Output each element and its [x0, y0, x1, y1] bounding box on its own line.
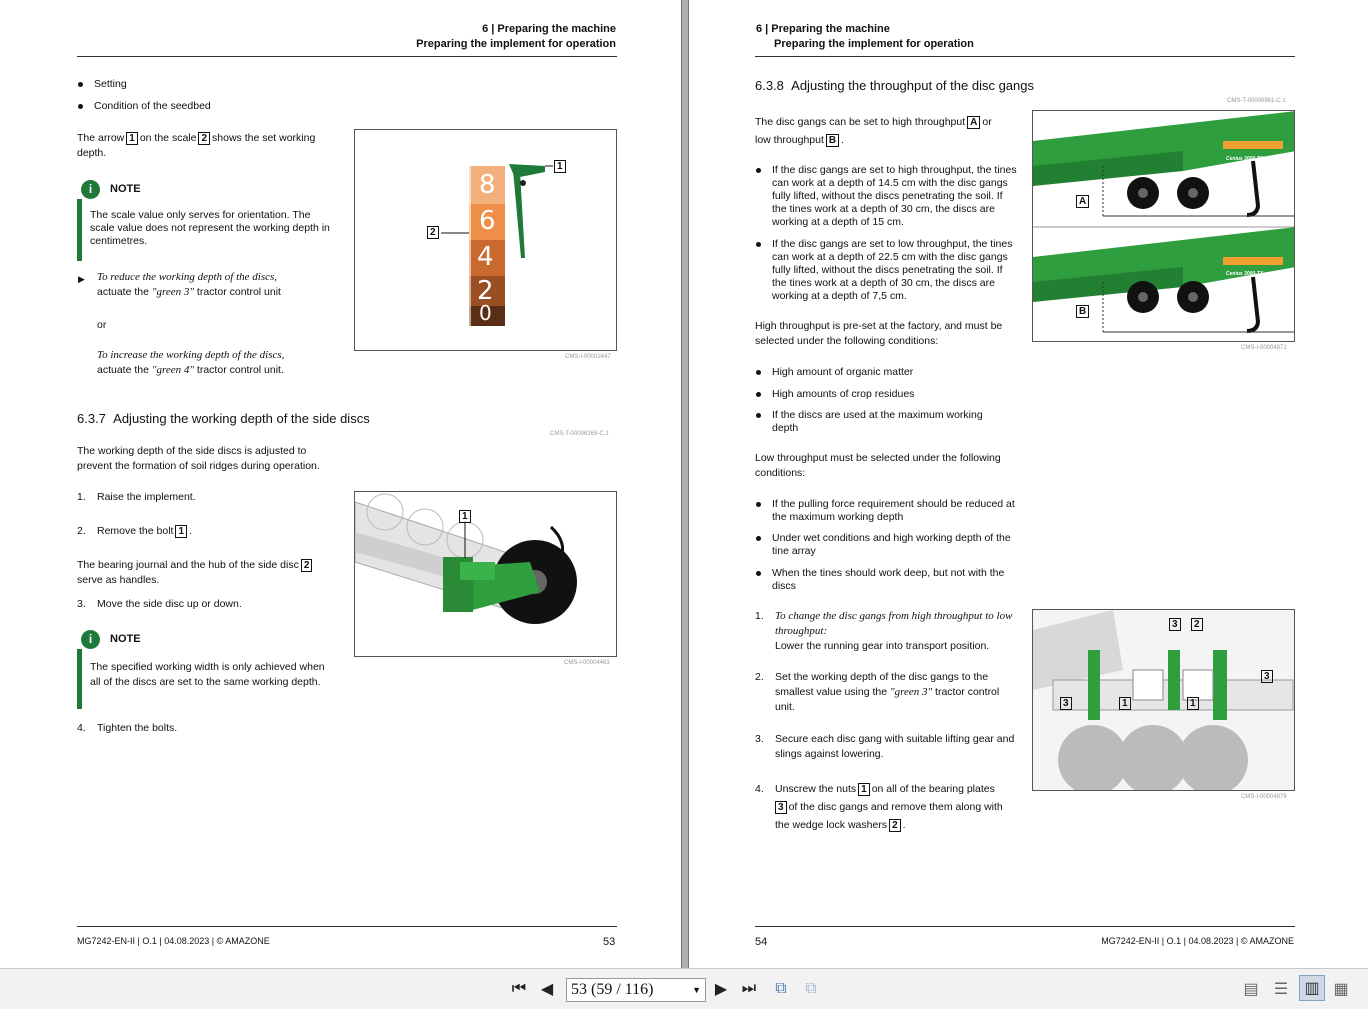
step-number: 3.: [755, 733, 764, 745]
step-item: [755, 670, 1019, 715]
step-text: .: [902, 819, 906, 831]
bullet-item: High amount of organic matter: [755, 366, 1017, 379]
bullet-item: If the disc gangs are set to low throughput, the tines can work at a depth of 22.5 cm with the disc gangs fully lifted, without the discs penetrating the soil. If the tines work at a depth of 30 cm, the discs are working at a depth of 7,5 cm.: [755, 238, 1017, 303]
callout-2: 2: [427, 226, 439, 239]
chevron-down-icon[interactable]: ▼: [692, 985, 701, 995]
note-title: NOTE: [110, 633, 141, 645]
text: tractor control unit.: [194, 364, 284, 376]
low-intro: Low throughput must be selected under the following conditions:: [755, 452, 1001, 479]
preset-paragraph: High throughput is pre-set at the factory, and must be selected under the following conditions:: [755, 320, 1003, 347]
step-text: on all of the bearing plates: [871, 783, 995, 795]
section-code: CMS-T-00006961-C.1: [1227, 98, 1286, 104]
scale-value: 0: [479, 301, 492, 325]
header-rule: [77, 56, 617, 57]
page-54: [689, 0, 1368, 968]
instruction-increase: [97, 348, 347, 378]
note-text: The specified working width is only achieved when all of the discs are set to the same working depth.: [90, 661, 325, 688]
bearing-paragraph: [77, 558, 339, 588]
callout-2: 2: [1191, 618, 1203, 631]
step-text: of the disc gangs and remove them along with: [788, 801, 1003, 813]
text: The arrow: [77, 132, 125, 144]
scale-value: 8: [479, 170, 496, 200]
step-item: [755, 732, 1019, 762]
side-disc-illustration: [355, 492, 617, 657]
header-section: Preparing the implement for operation: [416, 38, 616, 50]
brand-label: Cenius 3000-TX: [1226, 271, 1264, 277]
step-text: Remove the bolt: [97, 525, 174, 537]
figure-code: CMS-I-00004879: [1241, 794, 1287, 800]
bullet-item: If the discs are used at the maximum working depth: [755, 409, 997, 435]
info-icon: i: [81, 180, 100, 199]
note-header: [77, 179, 337, 199]
page-header: [416, 22, 616, 52]
control-name: "green 4": [151, 364, 195, 376]
callout-1: 1: [554, 160, 566, 173]
instruction-reduce: [97, 270, 347, 300]
step-item: [755, 609, 1019, 654]
page-footer: MG7242-EN-II | O.1 | 04.08.2023 | © AMAZONE: [1101, 936, 1294, 946]
bullet-item: If the pulling force requirement should be reduced at the maximum working depth: [755, 498, 1017, 524]
next-page-icon[interactable]: ▶: [714, 981, 728, 998]
section-number: 6.3.7: [77, 411, 106, 426]
instruction-italic: To increase the working depth of the discs,: [97, 349, 285, 361]
page-header: [756, 22, 974, 52]
header-section: Preparing the implement for operation: [774, 38, 974, 50]
text: The disc gangs can be set to high throughput: [755, 116, 966, 128]
text: tractor control unit: [194, 286, 281, 298]
control-name: "green 3": [151, 286, 195, 298]
go-forward-icon[interactable]: ⧉: [805, 980, 817, 997]
ref-box: 2: [889, 819, 901, 832]
figure-code: CMS-I-00004463: [564, 660, 610, 666]
first-page-icon[interactable]: ⏮: [511, 980, 527, 997]
step-number: 1.: [755, 610, 764, 622]
ref-box: 1: [126, 132, 138, 145]
section-intro: The working depth of the side discs is adjusted to prevent the formation of soil ridges during operation.: [77, 445, 320, 472]
step-text: Set the working depth of the disc gangs to the smallest value using the: [775, 671, 989, 698]
brand-label: Cenius 3000-TX: [1226, 156, 1264, 162]
step-italic: To change the disc gangs from high throughput to low throughput:: [775, 610, 1013, 637]
callout-3: 3: [1169, 618, 1181, 631]
last-page-icon[interactable]: ⏭: [741, 980, 757, 997]
throughput-intro: [755, 113, 1025, 149]
section-heading: [755, 78, 1034, 94]
step-number: 3.: [77, 598, 86, 610]
step-number: 1.: [77, 491, 86, 503]
note-box: [77, 629, 337, 709]
bullet-item: When the tines should work deep, but not with the discs: [755, 567, 1017, 593]
text: serve as handles.: [77, 574, 160, 586]
arrow-paragraph: [77, 131, 347, 161]
step-text: Secure each disc gang with suitable lifting gear and slings against lowering.: [775, 733, 1015, 760]
ref-box: 2: [198, 132, 210, 145]
header-chapter: 6 | Preparing the machine: [482, 23, 616, 35]
label-a: A: [1076, 195, 1089, 208]
step-item: [755, 780, 1021, 834]
info-icon: i: [81, 630, 100, 649]
callout-3: 3: [1060, 697, 1072, 710]
note-box: [77, 179, 337, 261]
ref-box: 3: [775, 801, 787, 814]
bullet-item: If the disc gangs are set to high throughput, the tines can work at a depth of 14.5 cm with the disc gangs fully lifted, without the discs penetrating the soil. If the tines work at a depth of 30 cm, the discs are working at a depth of 15 cm.: [755, 164, 1017, 229]
control-name: "green 3": [889, 686, 933, 698]
ref-box: 1: [175, 525, 187, 538]
ref-box: 1: [858, 783, 870, 796]
text: on the scale: [139, 132, 197, 144]
text: or: [982, 116, 992, 128]
go-back-icon[interactable]: ⧉: [775, 980, 787, 997]
side-disc-figure: [354, 491, 617, 657]
step-number: 4.: [755, 783, 764, 795]
figure-code: CMS-I-00004871: [1241, 345, 1287, 351]
panel-a: [1033, 111, 1295, 216]
text: shows the set working: [212, 132, 316, 144]
note-header: [77, 629, 337, 649]
section-title: Adjusting the working depth of the side discs: [113, 411, 370, 426]
ref-box: A: [967, 116, 980, 129]
label-b: B: [1076, 305, 1089, 318]
throughput-figure: [1032, 110, 1295, 342]
text: The bearing journal and the hub of the side disc: [77, 559, 299, 571]
facing-pages-icon[interactable]: ▥: [1299, 975, 1325, 1001]
callout-3: 3: [1261, 670, 1273, 683]
page-footer: MG7242-EN-II | O.1 | 04.08.2023 | © AMAZONE: [77, 936, 270, 946]
page-separator: [681, 0, 689, 968]
bullet-item: Setting: [77, 78, 337, 91]
step-item: [77, 721, 337, 736]
step-number: 2.: [755, 671, 764, 683]
bearing-plates-illustration: [1033, 610, 1295, 791]
step-text: Unscrew the nuts: [775, 783, 857, 795]
text: actuate the: [97, 286, 152, 298]
page-selector-value: 53 (59 / 116): [571, 981, 654, 998]
panel-b: [1033, 227, 1295, 332]
text: low throughput: [755, 134, 824, 146]
callout-1: 1: [1187, 697, 1199, 710]
scale-value: 4: [477, 242, 494, 272]
continuous-icon[interactable]: ☰: [1273, 981, 1289, 998]
instruction-italic: To reduce the working depth of the discs,: [97, 271, 278, 283]
throughput-illustration: [1033, 111, 1295, 342]
step-text: Move the side disc up or down.: [97, 598, 242, 610]
text: depth.: [77, 147, 107, 159]
step-number: 4.: [77, 722, 86, 734]
bearing-plates-figure: [1032, 609, 1295, 791]
text: actuate the: [97, 364, 152, 376]
header-rule: [755, 56, 1295, 57]
text: .: [841, 134, 845, 146]
or-text: or: [97, 319, 107, 331]
step-item: [77, 490, 337, 505]
continuous-facing-icon[interactable]: ▦: [1333, 981, 1349, 998]
bullet-item: Under wet conditions and high working depth of the tine array: [755, 532, 1017, 558]
section-code: CMS-T-00006269-C.1: [550, 431, 609, 437]
step-text: Raise the implement.: [97, 491, 196, 503]
step-item: 2. Remove the bolt 1 .: [77, 525, 192, 537]
step-text: the wedge lock washers: [775, 819, 888, 831]
step-item: [77, 597, 337, 612]
previous-page-icon[interactable]: ◀: [540, 981, 554, 998]
step-number: 2.: [77, 525, 86, 537]
page-number: 54: [755, 936, 768, 948]
figure-code: CMS-I-00002447: [565, 354, 611, 360]
footer-rule: [77, 926, 617, 927]
page-number: 53: [603, 936, 616, 948]
page-selector[interactable]: [566, 978, 706, 1002]
callout-1: 1: [459, 510, 471, 523]
section-number: 6.3.8: [755, 78, 784, 93]
depth-scale-figure: [354, 129, 617, 351]
instruction-arrow-icon: ▶: [78, 274, 85, 284]
footer-rule: [755, 926, 1295, 927]
callout-1: 1: [1119, 697, 1131, 710]
header-chapter: 6 | Preparing the machine: [756, 23, 890, 35]
step-text: Tighten the bolts.: [97, 722, 178, 734]
note-title: NOTE: [110, 183, 141, 195]
section-heading: [77, 411, 370, 427]
ref-box: B: [826, 134, 839, 147]
note-text: The scale value only serves for orientation. The scale value does not represent the working depth in centimetres.: [90, 209, 330, 247]
page-53: [0, 0, 681, 968]
section-title: Adjusting the throughput of the disc gangs: [791, 78, 1034, 93]
bullet-item: Condition of the seedbed: [77, 100, 337, 113]
bullet-item: High amounts of crop residues: [755, 388, 1017, 401]
ref-box: 2: [301, 559, 313, 572]
scale-value: 2: [477, 276, 494, 306]
single-page-icon[interactable]: ▤: [1243, 981, 1259, 998]
step-text: tractor control unit.: [775, 686, 1000, 713]
step-text: Lower the running gear into transport position.: [775, 640, 990, 652]
scale-value: 6: [479, 206, 496, 236]
